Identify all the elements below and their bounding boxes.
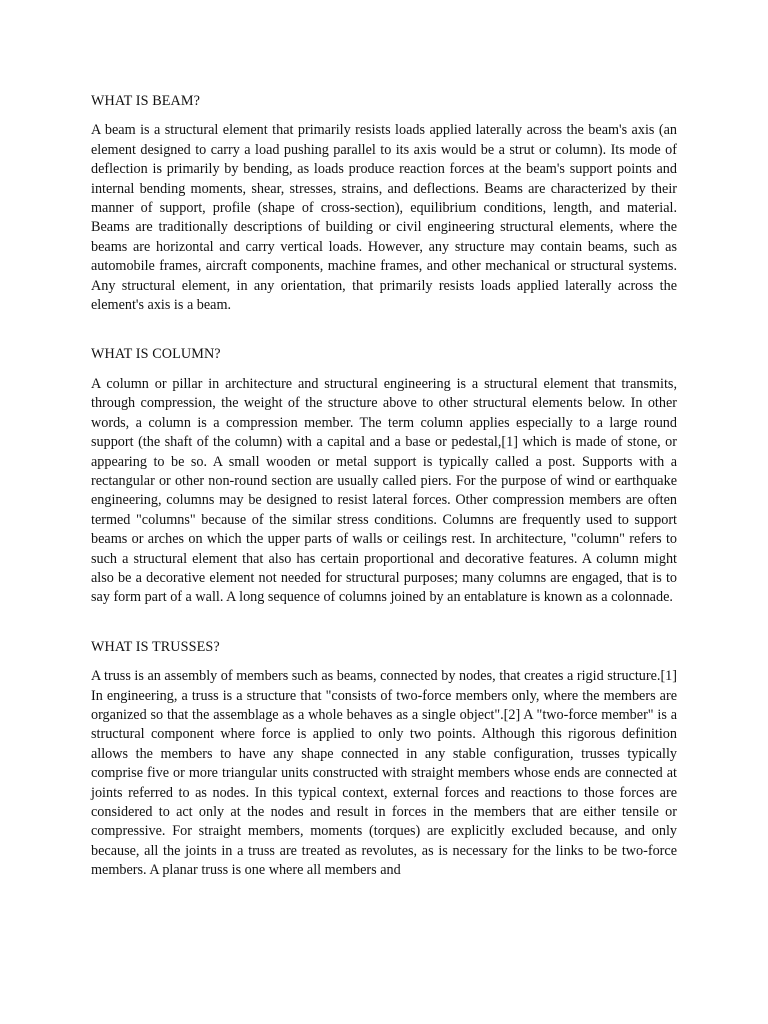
document-content	[91, 92, 677, 881]
section-heading-column: WHAT IS COLUMN?	[91, 346, 221, 363]
section-trusses	[91, 638, 677, 881]
section-column	[91, 345, 677, 607]
section-beam	[91, 92, 677, 315]
section-body-trusses: A truss is an assembly of members such as beams, connected by nodes, that creates a rigid structure.[1] In engineering, a truss is a structure that "consists of two-force members only, where the members are organized so that the assemblage as a whole behaves as a single object".[2] A "two-force member" is a structural component where force is applied to only two points. Although this rigorous definition allows the members to have any shape connected in any stable configuration, trusses typically comprise five or more triangular units constructed with straight members whose ends are connected at joints referred to as nodes. In this typical context, external forces and reactions to those forces are considered to act only at the nodes and result in forces in the members that are either tensile or compressive. For straight members, moments (torques) are explicitly excluded because, and only because, all the joints in a truss are treated as revolutes, as is necessary for the links to be two-force members. A planar truss is one where all members and	[91, 668, 677, 879]
section-body-beam: A beam is a structural element that primarily resists loads applied laterally across the beam's axis (an element designed to carry a load pushing parallel to its axis would be a strut or column). Its mode of deflection is primarily by bending, as loads produce reaction forces at the beam's support points and internal bending moments, shear, stresses, strains, and deflections. Beams are characterized by their manner of support, profile (shape of cross-section), equilibrium conditions, length, and material. Beams are traditionally descriptions of building or civil engineering structural elements, where the beams are horizontal and carry vertical loads. However, any structure may contain beams, such as automobile frames, aircraft components, machine frames, and other mechanical or structural systems. Any structural element, in any orientation, that primarily resists loads applied laterally across the element's axis is a beam.	[91, 122, 677, 314]
section-heading-beam: WHAT IS BEAM?	[91, 93, 201, 109]
section-body-column: A column or pillar in architecture and structural engineering is a structural element that transmits, through compression, the weight of the structure above to other structural elements below. In other words, a column is a compression member. The term column applies especially to a large round support (the shaft of the column) with a capital and a base or pedestal,[1] which is made of stone, or appearing to be so. A small wooden or metal support is typically called a post. Supports with a rectangular or other non-round section are usually called piers. For the purpose of wind or earthquake engineering, columns may be designed to resist lateral forces. Other compression members are often termed "columns" because of the similar stress conditions. Columns are frequently used to support beams or arches on which the upper parts of walls or ceilings rest. In architecture, "column" refers to such a structural element that also has certain proportional and decorative features. A column might also be a decorative element not needed for structural purposes; many columns are engaged, that is to say form part of a wall. A long sequence of columns joined by an entablature is known as a colonnade.	[91, 375, 677, 606]
section-heading-trusses: WHAT IS TRUSSES?	[91, 638, 220, 655]
